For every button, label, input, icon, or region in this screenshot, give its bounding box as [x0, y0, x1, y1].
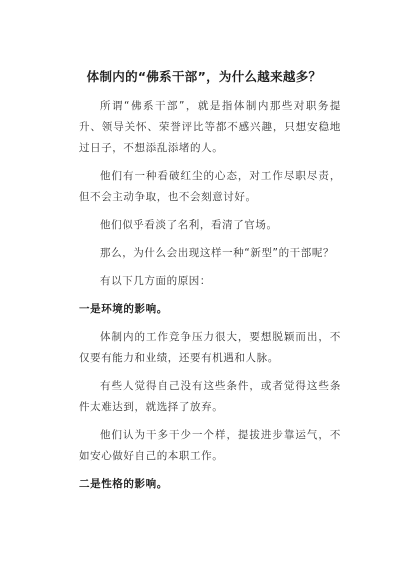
paragraph: 他们有一种看破红尘的心态，对工作尽职尽责，但不会主动争取，也不会刻意讨好。	[79, 170, 341, 203]
paragraph: 有些人觉得自己没有这些条件，或者觉得这些条件太难达到，就选择了放弃。	[79, 380, 341, 413]
paragraph: 那么，为什么会出现这样一种“新型”的干部呢？	[100, 247, 335, 259]
section-heading: 二是性格的影响。	[79, 478, 168, 490]
section-heading: 一是环境的影响。	[79, 303, 168, 315]
paragraph: 体制内的工作竞争压力很大，要想脱颖而出，不仅要有能力和业绩，还要有机遇和人脉。	[79, 331, 341, 364]
document-title: 体制内的“佛系干部”，为什么越来越多？	[86, 69, 322, 84]
paragraph: 所谓“佛系干部”，就是指体制内那些对职务提升、领导关怀、荣誉评比等都不感兴趣，只想安稳地过日子，不想添乱添堵的人。	[79, 100, 341, 154]
paragraph: 他们似乎看淡了名利，看清了官场。	[100, 219, 278, 231]
document-body	[79, 96, 341, 502]
paragraph: 他们认为干多干少一个样，提拔进步靠运气，不如安心做好自己的本职工作。	[79, 429, 341, 462]
paragraph: 有以下几方面的原因：	[100, 275, 211, 287]
